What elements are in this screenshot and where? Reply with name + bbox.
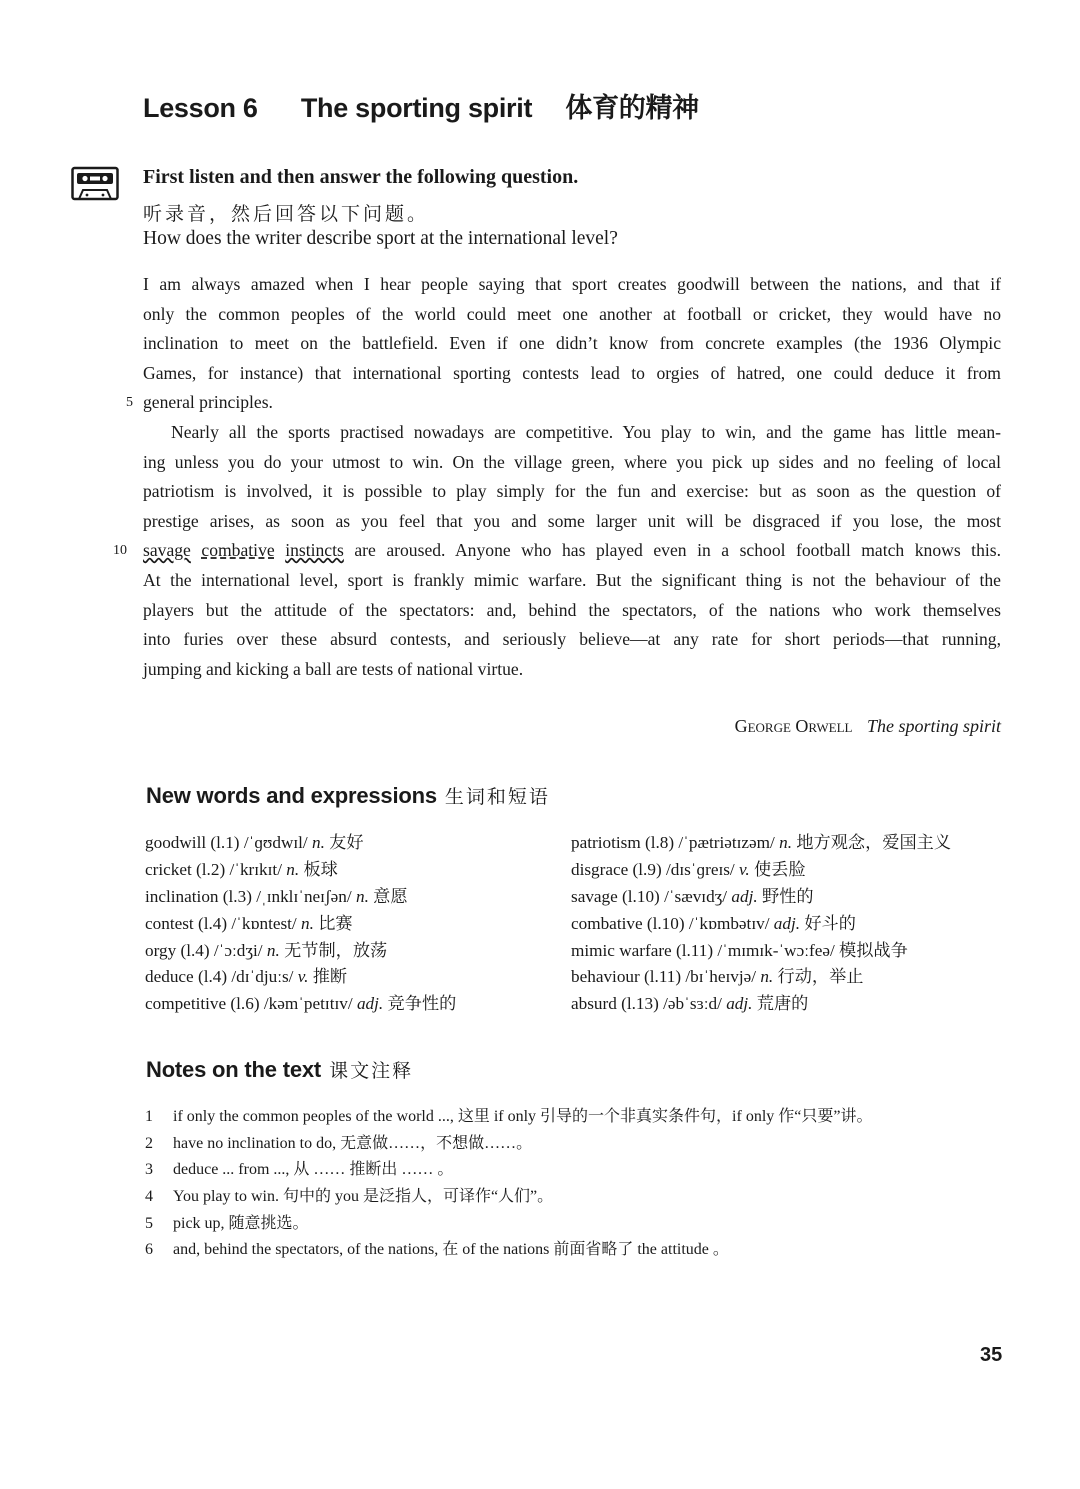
notes-list xyxy=(145,1104,872,1264)
lesson-title xyxy=(143,86,699,125)
vocab-item: goodwill (l.1) /ˈɡʊdwɪl/ n. 友好 xyxy=(145,833,364,852)
note-item xyxy=(145,1211,872,1238)
note-text: You play to win. 句中的 you 是泛指人，可译作“人们”。 xyxy=(173,1188,554,1206)
note-item xyxy=(145,1237,872,1264)
cassette-tape-icon xyxy=(71,166,119,202)
passage-line: jumping and kicking a ball are tests of national virtue. xyxy=(143,658,524,679)
note-number: 5 xyxy=(145,1214,153,1232)
source-work: The sporting spirit xyxy=(866,716,1001,736)
note-item xyxy=(145,1184,872,1211)
passage-line: ing unless you do your utmost to win. On the village green, where you pick up sides and no feeling of local xyxy=(143,451,1001,472)
vocab-item: behaviour (l.11) /bɪˈheɪvjə/ n. 行动，举止 xyxy=(571,967,864,987)
passage-line xyxy=(113,536,1001,566)
new-words-title: New words and expressions xyxy=(146,783,437,808)
vocab-item: mimic warfare (l.11) /ˈmɪmɪk-ˈwɔːfeə/ 模拟战争 xyxy=(571,940,908,960)
passage-line xyxy=(126,388,1001,418)
comprehension-question: How does the writer describe sport at the international level? xyxy=(143,228,618,249)
vocab-item: absurd (l.13) /əbˈsɜːd/ adj. 荒唐的 xyxy=(571,994,809,1014)
note-text: pick up, 随意挑选。 xyxy=(173,1214,309,1232)
lesson-title-en: The sporting spirit xyxy=(300,93,533,123)
vocab-list-left xyxy=(145,830,456,1018)
note-number: 3 xyxy=(145,1161,153,1179)
vocab-item: competitive (l.6) /kəmˈpetɪtɪv/ adj. 竞争性的 xyxy=(145,994,457,1014)
line-number: 5 xyxy=(126,395,133,411)
vocab-item: savage (l.10) /ˈsævɪdʒ/ adj. 野性的 xyxy=(571,886,814,906)
vocab-item: orgy (l.4) /ˈɔːdʒi/ n. 无节制，放荡 xyxy=(145,940,388,960)
note-number: 1 xyxy=(145,1108,153,1125)
notes-title: Notes on the text xyxy=(146,1057,322,1082)
note-number: 2 xyxy=(145,1134,153,1152)
underlined-word-savage: savage xyxy=(143,540,191,561)
passage-source xyxy=(735,716,1001,737)
note-text: if only the common peoples of the world ..., 这里 if only 引导的一个非真实条件句，if only 作“只要”讲。 xyxy=(173,1108,873,1125)
note-text: deduce ... from ..., 从 …… 推断出 …… 。 xyxy=(173,1161,454,1179)
vocab-item: contest (l.4) /ˈkɒntest/ n. 比赛 xyxy=(145,913,353,933)
notes-title-cn: 课文注释 xyxy=(329,1061,414,1082)
listening-instruction-cn: 听录音，然后回答以下问题。 xyxy=(143,204,430,225)
passage-line: inclination to meet on the battlefield. Even if one didn’t know from concrete examples (the 1936 Olympic xyxy=(143,333,1001,354)
page-number: 35 xyxy=(980,1344,1003,1366)
vocab-item: combative (l.10) /ˈkɒmbətɪv/ adj. 好斗的 xyxy=(571,913,856,933)
passage-line: only the common peoples of the world could meet one another at football or cricket, they would have no xyxy=(143,303,1001,324)
underlined-word-combative: combative xyxy=(201,540,275,561)
note-item xyxy=(145,1157,872,1184)
note-number: 6 xyxy=(145,1241,153,1259)
source-author: George Orwell xyxy=(734,716,853,736)
note-number: 4 xyxy=(145,1188,153,1206)
passage-line: At the international level, sport is frankly mimic warfare. But the significant thing is not the behaviour of the xyxy=(143,569,1001,590)
passage-line: patriotism is involved, it is possible to play simply for the fun and exercise: but as soon as the question of xyxy=(143,481,1001,502)
reading-passage xyxy=(113,270,1001,684)
passage-line-text: are aroused. Anyone who has played even in a school football match knows this. xyxy=(343,540,1001,561)
notes-heading xyxy=(146,1056,413,1083)
note-item xyxy=(145,1131,872,1158)
new-words-heading xyxy=(146,782,550,809)
passage-line-text: general principles. xyxy=(143,392,273,413)
new-words-title-cn: 生词和短语 xyxy=(444,787,550,808)
underlined-word-instincts: instincts xyxy=(285,540,344,561)
line-number: 10 xyxy=(113,543,127,559)
note-item xyxy=(145,1104,872,1131)
passage-line: I am always amazed when I hear people saying that sport creates goodwill between the nations, and that if xyxy=(143,274,1001,294)
vocab-item: deduce (l.4) /dɪˈdjuːs/ v. 推断 xyxy=(145,967,348,987)
vocab-item: disgrace (l.9) /dɪsˈɡreɪs/ v. 使丢脸 xyxy=(571,859,806,879)
listening-instruction: First listen and then answer the following question. xyxy=(143,166,579,188)
passage-line: Nearly all the sports practised nowadays are competitive. You play to win, and the game has little mean- xyxy=(171,421,1001,442)
vocab-item: cricket (l.2) /ˈkrɪkɪt/ n. 板球 xyxy=(145,859,338,879)
passage-line: prestige arises, as soon as you feel that you and some larger unit will be disgraced if you lose, the most xyxy=(143,510,1001,531)
passage-line: into furies over these absurd contests, and seriously believe—at any rate for short periods—that running, xyxy=(143,629,1001,650)
lesson-title-cn: 体育的精神 xyxy=(565,93,699,123)
vocab-item: inclination (l.3) /ˌɪnklɪˈneɪʃən/ n. 意愿 xyxy=(145,886,408,906)
lesson-number: Lesson 6 xyxy=(143,93,258,123)
passage-line: Games, for instance) that international sporting contests lead to orgies of hatred, one could deduce it from xyxy=(143,362,1001,383)
passage-line: players but the attitude of the spectators: and, behind the spectators, of the nations who work themselves xyxy=(143,599,1001,620)
vocab-item: patriotism (l.8) /ˈpætriətɪzəm/ n. 地方观念，爱国主义 xyxy=(571,833,952,852)
vocab-list-right xyxy=(571,830,951,1018)
note-text: and, behind the spectators, of the nations, 在 of the nations 前面省略了 the attitude 。 xyxy=(173,1241,729,1259)
note-text: have no inclination to do, 无意做……，不想做……。 xyxy=(173,1134,533,1152)
